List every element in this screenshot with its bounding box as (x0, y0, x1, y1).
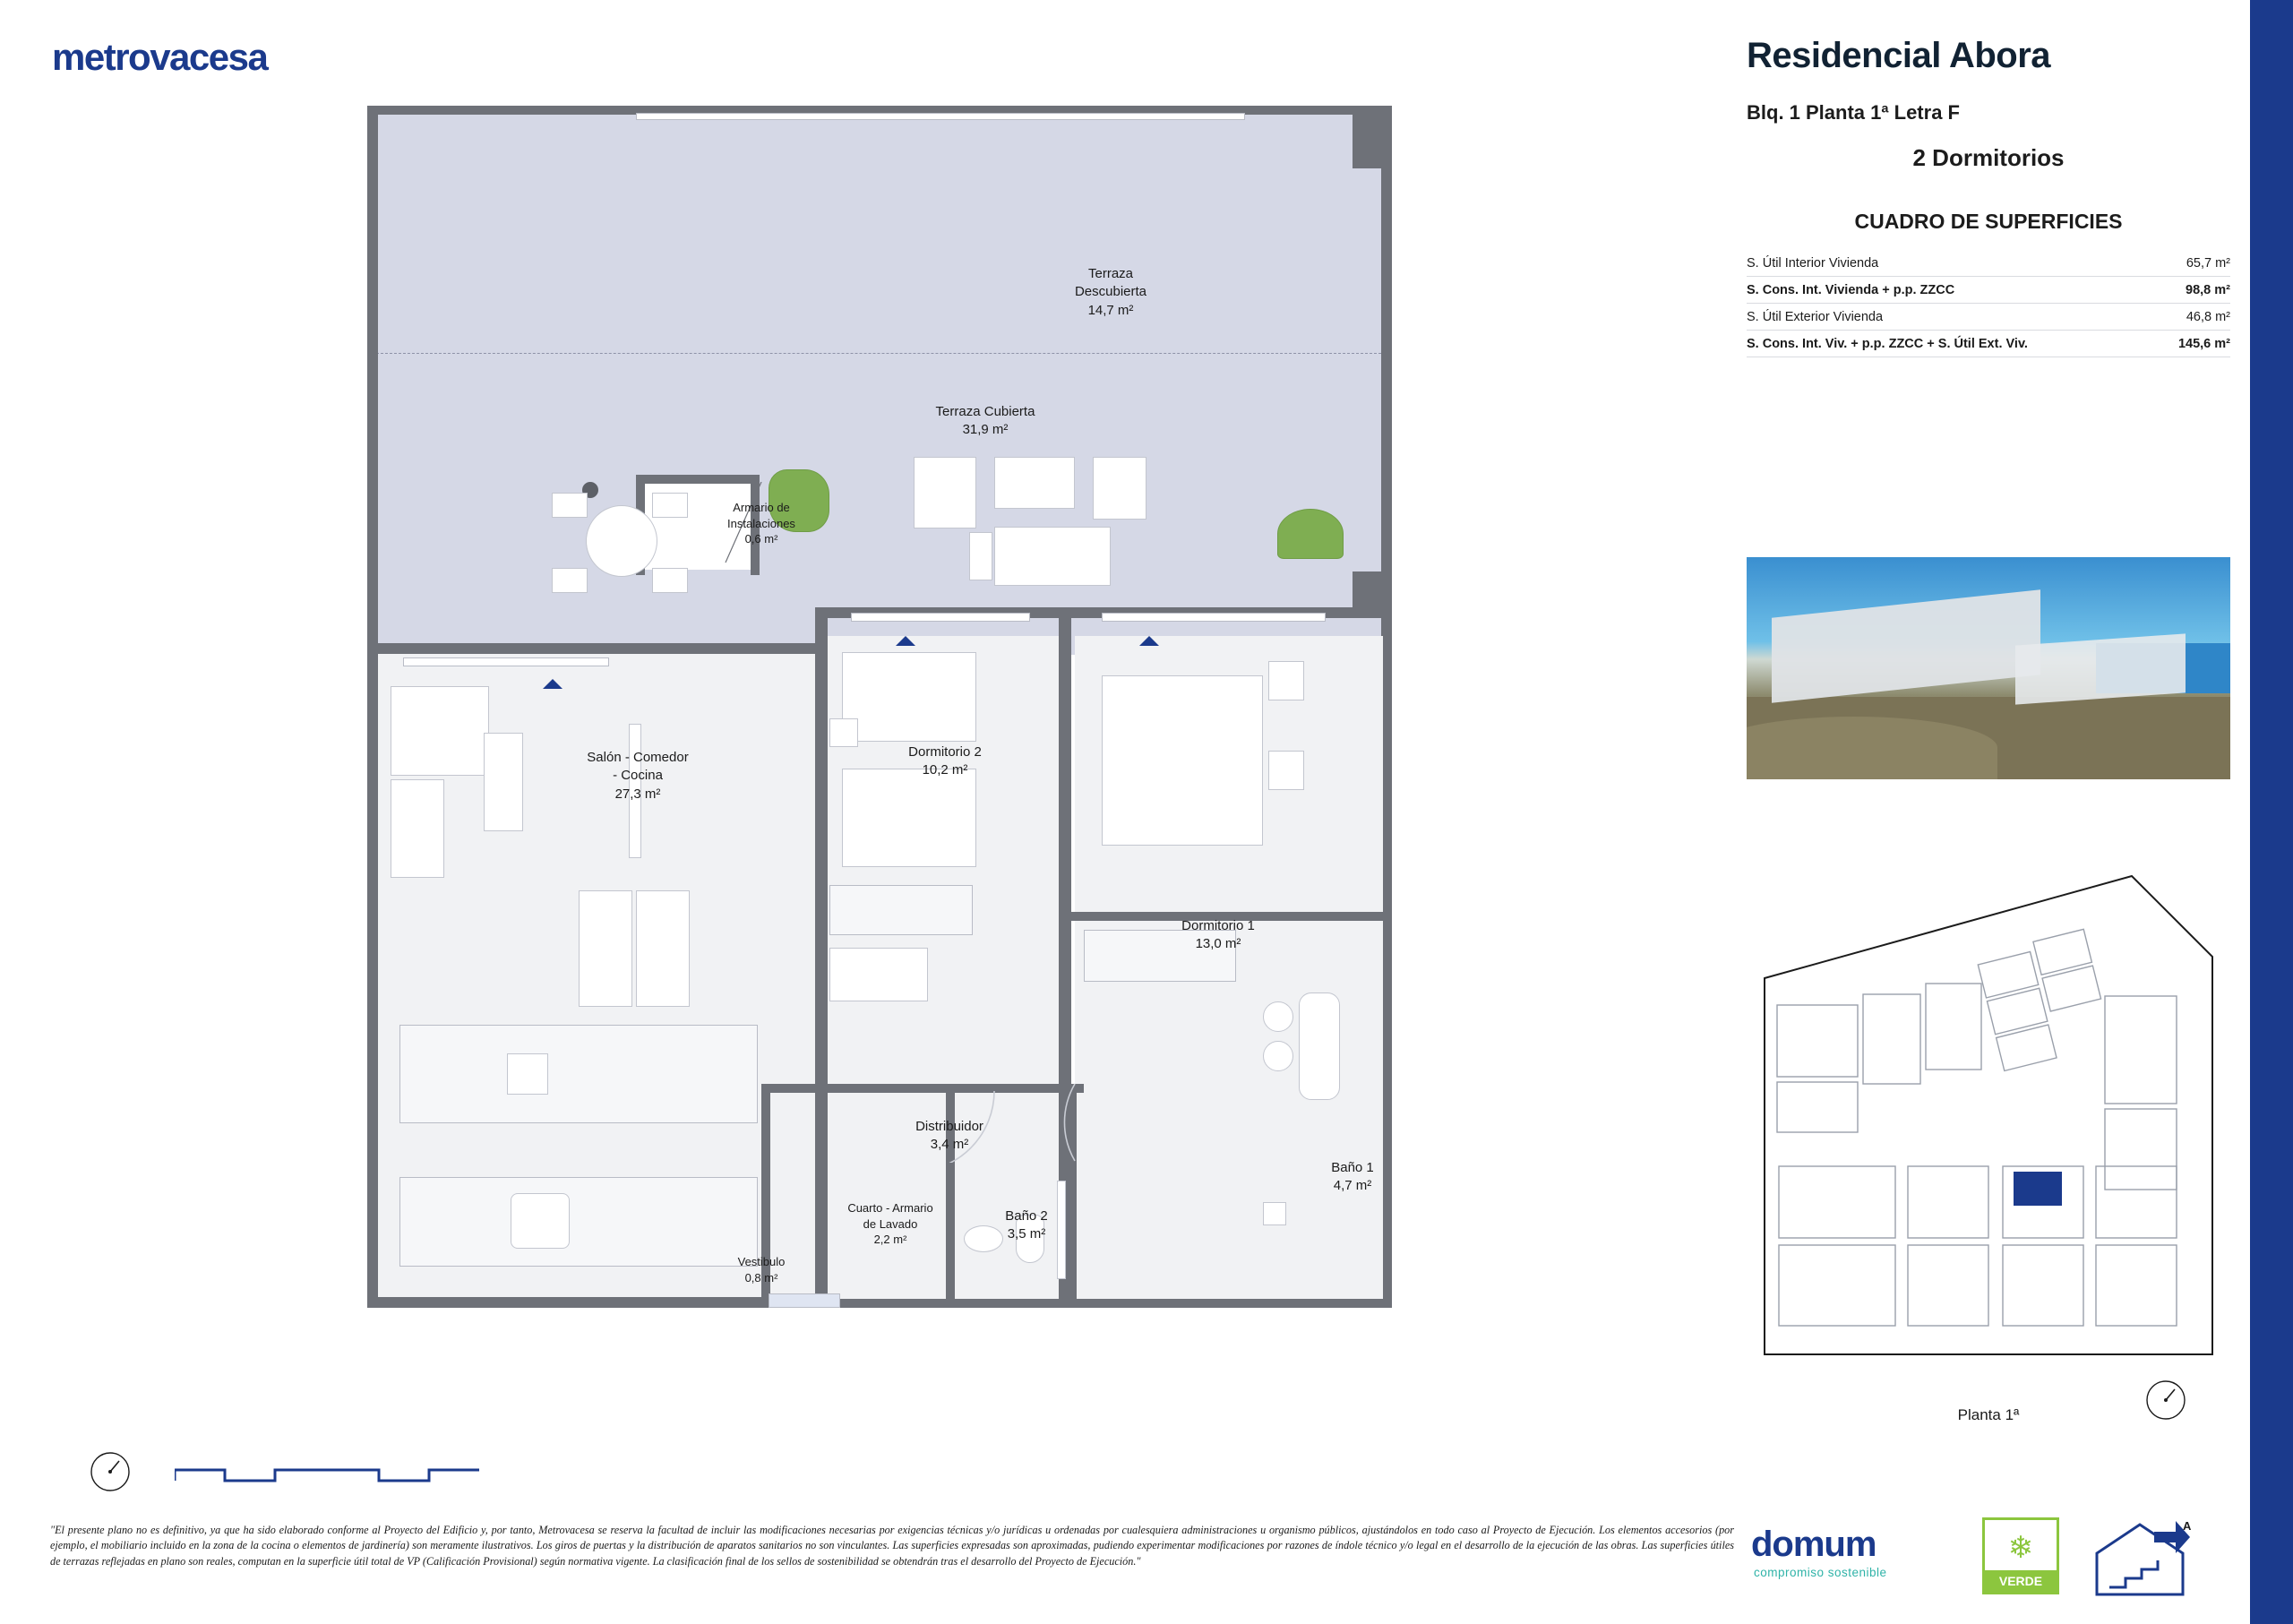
kitchen-counter-lower (399, 1177, 758, 1267)
window-bedroom1 (1102, 613, 1326, 622)
room-label-dormitorio-2: Dormitorio 2 10,2 m² (908, 744, 982, 778)
kitchen-sink (507, 1053, 548, 1095)
entrance-door (769, 1293, 840, 1308)
brand-logos (1751, 1514, 2253, 1596)
wall-terrace-corner2 (1353, 571, 1381, 618)
table-row (1747, 331, 2230, 357)
info-panel (1747, 36, 2230, 357)
domum-tagline: compromiso sostenible (1754, 1566, 1887, 1579)
terrace-divider-line (376, 353, 1381, 354)
surface-value: 145,6 m² (2155, 331, 2230, 357)
hill-region-2 (1747, 717, 1997, 779)
room-label-terraza-cubierta: Terraza Cubierta 31,9 m² (935, 404, 1035, 438)
room-label-terraza-descubierta: Terraza Descubierta 14,7 m² (1074, 266, 1147, 318)
room-label-bano-2: Baño 2 3,5 m² (1005, 1208, 1048, 1242)
surface-value: 98,8 m² (2155, 277, 2230, 304)
site-map-caption: Planta 1ª (1957, 1406, 2020, 1423)
view-direction-marker (1139, 636, 1159, 646)
bed1 (1102, 675, 1263, 846)
bed2-lower (842, 769, 976, 867)
terrace-sofa (994, 457, 1075, 509)
surfaces-table (1747, 250, 2230, 357)
bed2-desk (829, 948, 928, 1001)
palm-decor (1277, 509, 1344, 559)
dining-chair (579, 890, 632, 1007)
living-armchair (391, 779, 444, 878)
terrace-sofa-large (994, 527, 1111, 586)
view-direction-marker (543, 679, 563, 689)
bed2-upper (842, 652, 976, 742)
kitchen-counter (399, 1025, 758, 1123)
building-photo (1747, 557, 2230, 779)
bath1-toilet (1263, 1202, 1286, 1225)
page-title: Residencial Abora (1747, 36, 2051, 75)
table-row (1747, 304, 2230, 331)
terrace-area (376, 113, 1381, 655)
building-block-b (2015, 633, 2186, 704)
terrace-chair (552, 568, 588, 593)
surface-value: 65,7 m² (2155, 250, 2230, 277)
bath1-bathtub (1299, 992, 1340, 1100)
energy-rating-icon (2090, 1517, 2197, 1596)
room-label-armario-instalaciones: Armario de Instalaciones 0,6 m² (727, 501, 795, 546)
surface-value: 46,8 m² (2155, 304, 2230, 331)
verde-badge (1982, 1517, 2059, 1594)
right-accent-bar (2250, 0, 2293, 1624)
bed1-nightstand (1268, 751, 1304, 790)
terrace-armchair (1093, 457, 1146, 520)
building-block-a (1772, 589, 2040, 703)
compass-icon-plan (90, 1451, 131, 1492)
domum-logo: domum (1751, 1525, 1876, 1564)
dining-chair (636, 890, 690, 1007)
view-direction-marker (896, 636, 915, 646)
room-label-bano-1: Baño 1 4,7 m² (1331, 1160, 1374, 1194)
room-label-distribuidor: Distribuidor 3,4 m² (915, 1119, 983, 1153)
bed1-nightstand (1268, 661, 1304, 700)
terrace-railing (636, 113, 1245, 120)
bath1-sink (1263, 1001, 1293, 1032)
bedrooms-count: 2 Dormitorios (1912, 144, 2065, 171)
scale-bar (175, 1465, 479, 1484)
unit-subtitle: Blq. 1 Planta 1ª Letra F (1747, 101, 1960, 124)
floor-plan (367, 106, 1390, 1360)
surfaces-title: CUADRO DE SUPERFICIES (1854, 210, 2123, 233)
brand-logo: metrovacesa (52, 36, 268, 78)
bed2-wardrobe (829, 885, 973, 935)
window-bedroom2 (851, 613, 1030, 622)
wall-terrace-corner (1353, 115, 1381, 168)
room-label-vestibulo: Vestibulo 0,8 m² (737, 1255, 786, 1285)
terrace-chair (552, 493, 588, 518)
disclaimer-text: "El presente plano no es definitivo, ya que ha sido elaborado conforme al Proyecto del Edificio y, por tanto, Metrovacesa se reserva la facultad de incluir las modificaciones necesarias por exigencias técnicas y/o jurídicas u ordenadas por cualesquiera administraciones u organismo públicos, ajustándolos en todo caso al Proyecto de Ejecución. Los elementos accesorios (por ejemplo, el mobiliario incluido en la zona de la cocina o elementos de jardinería) son meramente ilustrativos. Los giros de puertas y la distribución de aparatos sanitarios no son vinculantes. Las superficies expresadas son aproximadas, pudiendo experimentar modificaciones por razones de índole técnico y/o legal en el desarrollo de la ejecución de las obras. Las superficies útiles de terrazas reflejadas en plano son reales, computan en la superficie útil total de VP (Calificación Provisional) según normativa vigente. La clasificación final de los sellos de sostenibilidad se obtendrán tras el desarrollo del Proyecto de Ejecución." (50, 1524, 1734, 1568)
cooktop (511, 1193, 570, 1249)
verde-label: VERDE (1985, 1570, 2057, 1592)
surface-label: S. Cons. Int. Vivienda + p.p. ZZCC (1747, 277, 2155, 304)
terrace-armchair (914, 457, 976, 528)
surface-label: S. Cons. Int. Viv. + p.p. ZZCC + S. Útil Ext. Viv. (1747, 331, 2155, 357)
energy-letter: A (2183, 1519, 2192, 1533)
compass-icon-sitemap (2145, 1379, 2186, 1421)
room-label-cuarto-armario-lavado: Cuarto - Armario de Lavado 2,2 m² (847, 1201, 933, 1247)
window-living (403, 657, 609, 666)
living-sofa (391, 686, 489, 776)
unit-highlight (2014, 1172, 2062, 1206)
wall-left (367, 106, 378, 1306)
table-row (1747, 250, 2230, 277)
site-map (1747, 871, 2230, 1372)
wall-terrace-living (378, 643, 826, 654)
surface-label: S. Útil Exterior Vivienda (1747, 304, 2155, 331)
surface-label: S. Útil Interior Vivienda (1747, 250, 2155, 277)
leaf-icon: ❄ (2007, 1531, 2034, 1565)
room-label-dormitorio-1: Dormitorio 1 13,0 m² (1181, 918, 1255, 952)
bath1-sink2 (1263, 1041, 1293, 1071)
table-row (1747, 277, 2230, 304)
room-label-salon-comedor-cocina: Salón - Comedor - Cocina 27,3 m² (587, 750, 689, 802)
terrace-side-table (969, 532, 992, 580)
